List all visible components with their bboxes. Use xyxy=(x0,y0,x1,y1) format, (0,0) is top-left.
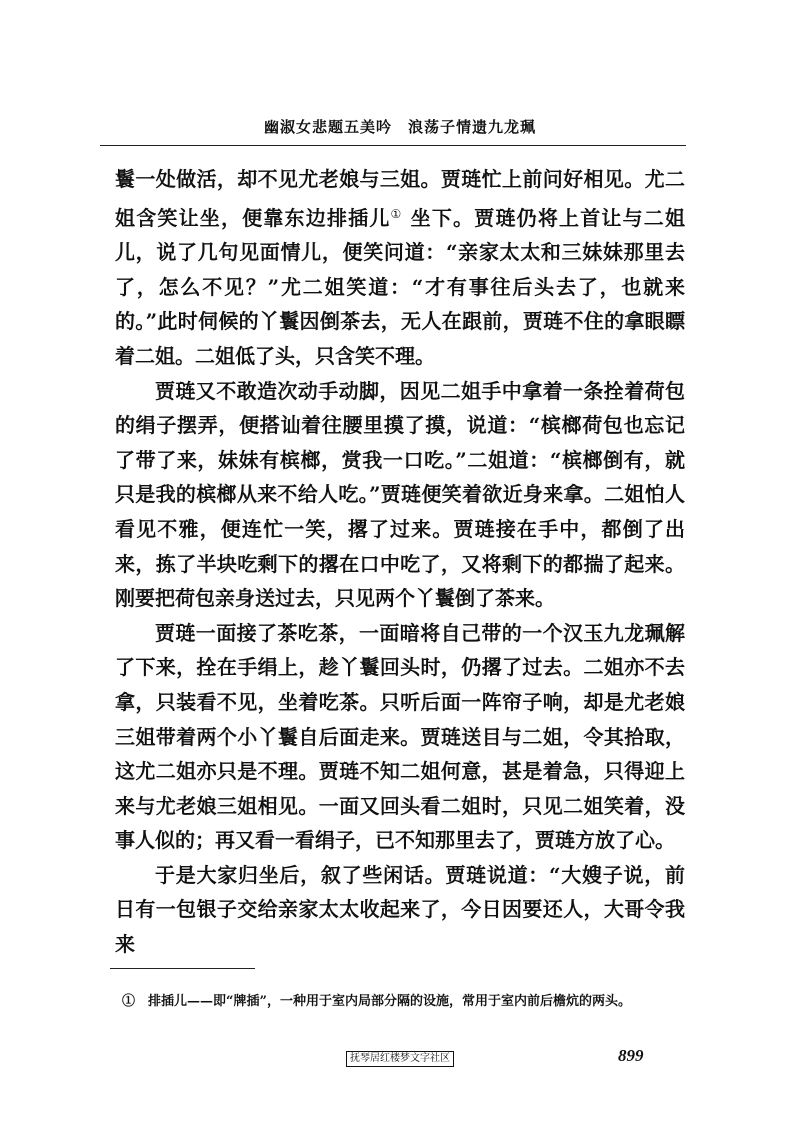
community-stamp: 抚琴居红楼梦文字社区 xyxy=(346,1051,454,1067)
footnote-marker[interactable]: ① xyxy=(390,206,403,221)
paragraph-2: 贾琏又不敢造次动手动脚，因见二姐手中拿着一条拴着荷包的绢子摆弄，便搭讪着往腰里摸了摸，说道：“槟榔荷包也忘记了带了来，妹妹有槟榔，赏我一口吃。”二姐道：“槟榔倒有，就只是我的槟榔从来不给人吃。”贾琏便笑着欲近身来拿。二姐怕人看见不雅，便连忙一笑，撂了过来。贾琏接在手中，都倒了出来，拣了半块吃剩下的撂在口中吃了，又将剩下的都揣了起来。刚要把荷包亲身送过去，只见两个丫鬟倒了茶来。 xyxy=(115,378,685,611)
paragraph-3: 贾琏一面接了茶吃茶，一面暗将自己带的一个汉玉九龙珮解了下来，拴在手绢上，趁丫鬟回头时，仍撂了过去。二姐亦不去拿，只装看不见，坐着吃茶。只听后面一阵帘子响，却是尤老娘三姐带着两个小丫鬟自后面走来。贾琏送目与二姐，令其拾取，这尤二姐亦只是不理。贾琏不知二姐何意，甚是着急，只得迎上来与尤老娘三姐相见。一面又回头看二姐时，只见二姐笑着，没事人似的；再又看一看绢子，已不知那里去了，贾琏方放了心。 xyxy=(115,620,685,853)
running-header: 幽淑女悲题五美吟 浪荡子情遗九龙珮 xyxy=(263,118,536,136)
footnote: ① 排插儿——即“牌插”，一种用于室内局部分隔的设施，常用于室内前后檐炕的两头。 xyxy=(122,994,631,1009)
page-number: 899 xyxy=(618,1046,644,1065)
footnote-rule xyxy=(110,968,255,969)
header-rule xyxy=(100,145,686,146)
paragraph-1: 鬟一处做活，却不见尤老娘与三姐。贾琏忙上前问好相见。尤二姐含笑让坐，便靠东边排插儿① 坐下。贾琏仍将上首让与二姐儿，说了几句见面情儿，便笑问道：“亲家太太和三妹妹那里去了，怎么不见？”尤二姐笑道：“才有事往后头去了，也就来的。”此时伺候的丫鬟因倒茶去，无人在跟前，贾琏不住的拿眼瞟着二姐。二姐低了头，只含笑不理。 xyxy=(115,167,685,368)
body-text xyxy=(115,162,685,962)
paragraph-4: 于是大家归坐后，叙了些闲话。贾琏说道：“大嫂子说，前日有一包银子交给亲家太太收起来了，今日因要还人，大哥令我来 xyxy=(115,862,685,957)
